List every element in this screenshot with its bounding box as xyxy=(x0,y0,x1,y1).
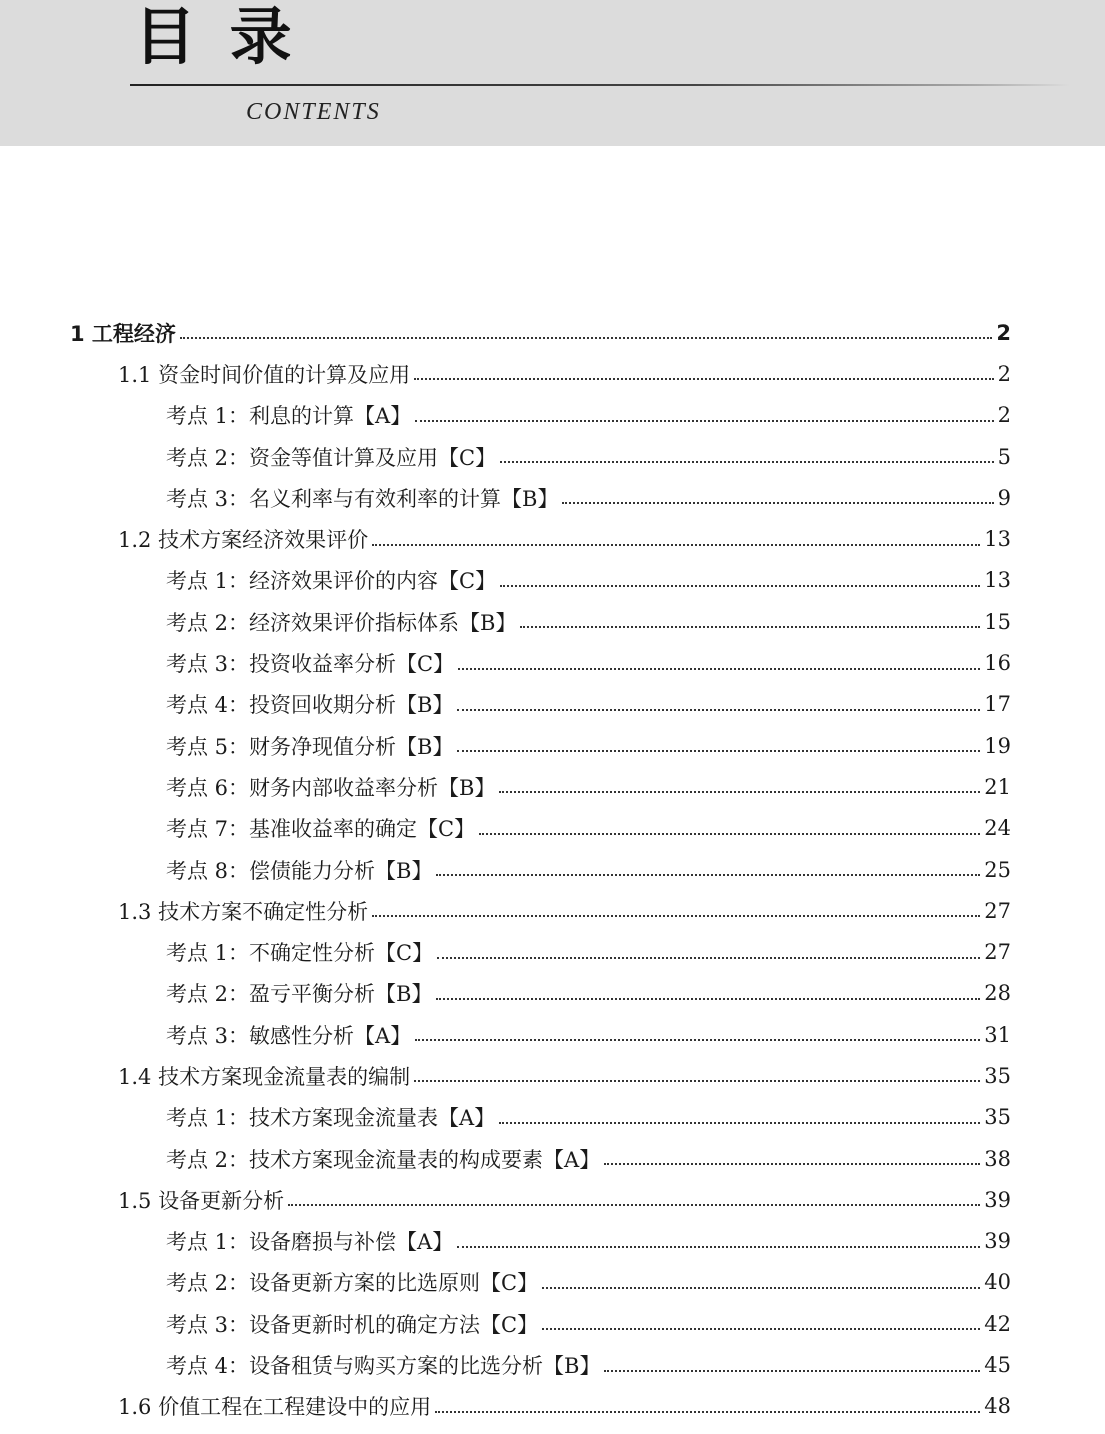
toc-entry-label: 考点 6：财务内部收益率分析【B】 xyxy=(166,775,496,800)
toc-page-number: 25 xyxy=(984,857,1011,882)
dot-leader xyxy=(415,1038,980,1041)
toc-section[interactable] xyxy=(0,353,1105,394)
toc-entry-label: 考点 2：技术方案现金流量表的构成要素【A】 xyxy=(166,1147,601,1172)
toc-section[interactable] xyxy=(0,890,1105,931)
toc-page-number: 35 xyxy=(984,1063,1011,1088)
toc-entry-label: 1 工程经济 xyxy=(70,321,176,346)
toc-entry-label: 1.1 资金时间价值的计算及应用 xyxy=(118,362,411,387)
toc-page-number: 35 xyxy=(984,1105,1011,1130)
dot-leader xyxy=(562,501,993,504)
dot-leader xyxy=(458,667,980,670)
toc-topic[interactable] xyxy=(0,1097,1105,1138)
toc-entry-label: 考点 1：利息的计算【A】 xyxy=(166,404,412,429)
toc-page-number: 2 xyxy=(997,361,1011,386)
dot-leader xyxy=(520,625,980,628)
toc-section[interactable] xyxy=(0,1055,1105,1096)
toc-page-number: 19 xyxy=(984,733,1011,758)
dot-leader xyxy=(457,708,980,711)
toc-page-number: 2 xyxy=(996,320,1011,345)
toc-entry-label: 1.5 设备更新分析 xyxy=(118,1188,285,1213)
dot-leader xyxy=(500,584,980,587)
toc-topic[interactable] xyxy=(0,642,1105,683)
toc-entry-label: 考点 5：财务净现值分析【B】 xyxy=(166,734,454,759)
toc-page-number: 5 xyxy=(997,444,1011,469)
toc-page-number: 27 xyxy=(984,898,1011,923)
toc-page-number: 2 xyxy=(997,403,1011,428)
toc-chapter[interactable] xyxy=(0,312,1105,353)
dot-leader xyxy=(436,997,980,1000)
toc-topic[interactable] xyxy=(0,436,1105,477)
dot-leader xyxy=(372,543,980,546)
toc-topic[interactable] xyxy=(0,1221,1105,1262)
toc-page-number: 15 xyxy=(984,609,1011,634)
toc-entry-label: 考点 2：盈亏平衡分析【B】 xyxy=(166,982,433,1007)
toc-section[interactable] xyxy=(0,1386,1105,1427)
toc-topic[interactable] xyxy=(0,477,1105,518)
toc-page-number: 16 xyxy=(984,651,1011,676)
dot-leader xyxy=(542,1327,980,1330)
toc-entry-label: 考点 2：资金等值计算及应用【C】 xyxy=(166,445,497,470)
toc-page-number: 13 xyxy=(984,568,1011,593)
toc-topic[interactable] xyxy=(0,725,1105,766)
dot-leader xyxy=(435,1410,980,1413)
page-header xyxy=(0,0,1105,146)
toc-page-number: 17 xyxy=(984,692,1011,717)
toc-entry-label: 考点 8：偿债能力分析【B】 xyxy=(166,858,433,883)
toc-topic[interactable] xyxy=(0,560,1105,601)
toc-entry-label: 考点 4：投资回收期分析【B】 xyxy=(166,693,454,718)
dot-leader xyxy=(457,1245,980,1248)
toc-topic[interactable] xyxy=(0,1344,1105,1385)
toc-entry-label: 1.4 技术方案现金流量表的编制 xyxy=(118,1064,411,1089)
toc-topic[interactable] xyxy=(0,766,1105,807)
dot-leader xyxy=(372,914,980,917)
dot-leader xyxy=(180,336,992,339)
toc-topic[interactable] xyxy=(0,1262,1105,1303)
page-title: 目 录 xyxy=(134,0,298,73)
dot-leader xyxy=(457,749,980,752)
dot-leader xyxy=(542,1286,980,1289)
toc-page-number: 27 xyxy=(984,940,1011,965)
header-divider xyxy=(130,84,1070,86)
dot-leader xyxy=(604,1162,980,1165)
toc-entry-label: 考点 1：设备磨损与补偿【A】 xyxy=(166,1230,454,1255)
toc-topic[interactable] xyxy=(0,684,1105,725)
toc-topic[interactable] xyxy=(0,973,1105,1014)
toc-entry-label: 考点 1：技术方案现金流量表【A】 xyxy=(166,1106,496,1131)
dot-leader xyxy=(604,1369,980,1372)
toc-topic[interactable] xyxy=(0,931,1105,972)
toc-topic[interactable] xyxy=(0,601,1105,642)
toc-entry-label: 1.2 技术方案经济效果评价 xyxy=(118,528,369,553)
toc-section[interactable] xyxy=(0,1179,1105,1220)
toc-entry-label: 考点 4：设备租赁与购买方案的比选分析【B】 xyxy=(166,1354,601,1379)
toc-page-number: 13 xyxy=(984,527,1011,552)
dot-leader xyxy=(437,956,980,959)
toc-entry-label: 考点 2：设备更新方案的比选原则【C】 xyxy=(166,1271,539,1296)
toc-entry-label: 考点 3：名义利率与有效利率的计算【B】 xyxy=(166,486,559,511)
dot-leader xyxy=(499,790,980,793)
dot-leader xyxy=(414,377,994,380)
toc-entry-label: 考点 1：经济效果评价的内容【C】 xyxy=(166,569,497,594)
dot-leader xyxy=(414,1079,980,1082)
toc-entry-label: 考点 3：投资收益率分析【C】 xyxy=(166,652,455,677)
dot-leader xyxy=(479,832,980,835)
toc-entry-label: 考点 2：经济效果评价指标体系【B】 xyxy=(166,610,517,635)
toc-page-number: 28 xyxy=(984,981,1011,1006)
toc-entry-label: 考点 3：设备更新时机的确定方法【C】 xyxy=(166,1312,539,1337)
toc-page-number: 9 xyxy=(997,485,1011,510)
toc-topic[interactable] xyxy=(0,1138,1105,1179)
toc-page-number: 39 xyxy=(984,1229,1011,1254)
toc-topic[interactable] xyxy=(0,1303,1105,1344)
toc-page-number: 39 xyxy=(984,1187,1011,1212)
dot-leader xyxy=(288,1203,980,1206)
toc-entry-label: 考点 3：敏感性分析【A】 xyxy=(166,1023,412,1048)
toc-entry-label: 1.3 技术方案不确定性分析 xyxy=(118,899,369,924)
toc-page-number: 42 xyxy=(984,1311,1011,1336)
toc-topic[interactable] xyxy=(0,395,1105,436)
dot-leader xyxy=(499,1121,980,1124)
toc-page-number: 31 xyxy=(984,1022,1011,1047)
toc-topic[interactable] xyxy=(0,849,1105,890)
dot-leader xyxy=(500,460,994,463)
toc-section[interactable] xyxy=(0,518,1105,559)
toc-page-number: 45 xyxy=(984,1353,1011,1378)
toc-topic[interactable] xyxy=(0,808,1105,849)
toc-entry-label: 1.6 价值工程在工程建设中的应用 xyxy=(118,1395,432,1420)
toc-page-number: 40 xyxy=(984,1270,1011,1295)
table-of-contents xyxy=(0,312,1105,1427)
toc-page-number: 24 xyxy=(984,816,1011,841)
toc-entry-label: 考点 1：不确定性分析【C】 xyxy=(166,941,434,966)
dot-leader xyxy=(436,873,980,876)
toc-entry-label: 考点 7：基准收益率的确定【C】 xyxy=(166,817,476,842)
page-subtitle: CONTENTS xyxy=(246,99,381,125)
toc-page-number: 21 xyxy=(984,774,1011,799)
toc-topic[interactable] xyxy=(0,1014,1105,1055)
dot-leader xyxy=(415,419,993,422)
toc-page-number: 48 xyxy=(984,1394,1011,1419)
toc-page-number: 38 xyxy=(984,1146,1011,1171)
